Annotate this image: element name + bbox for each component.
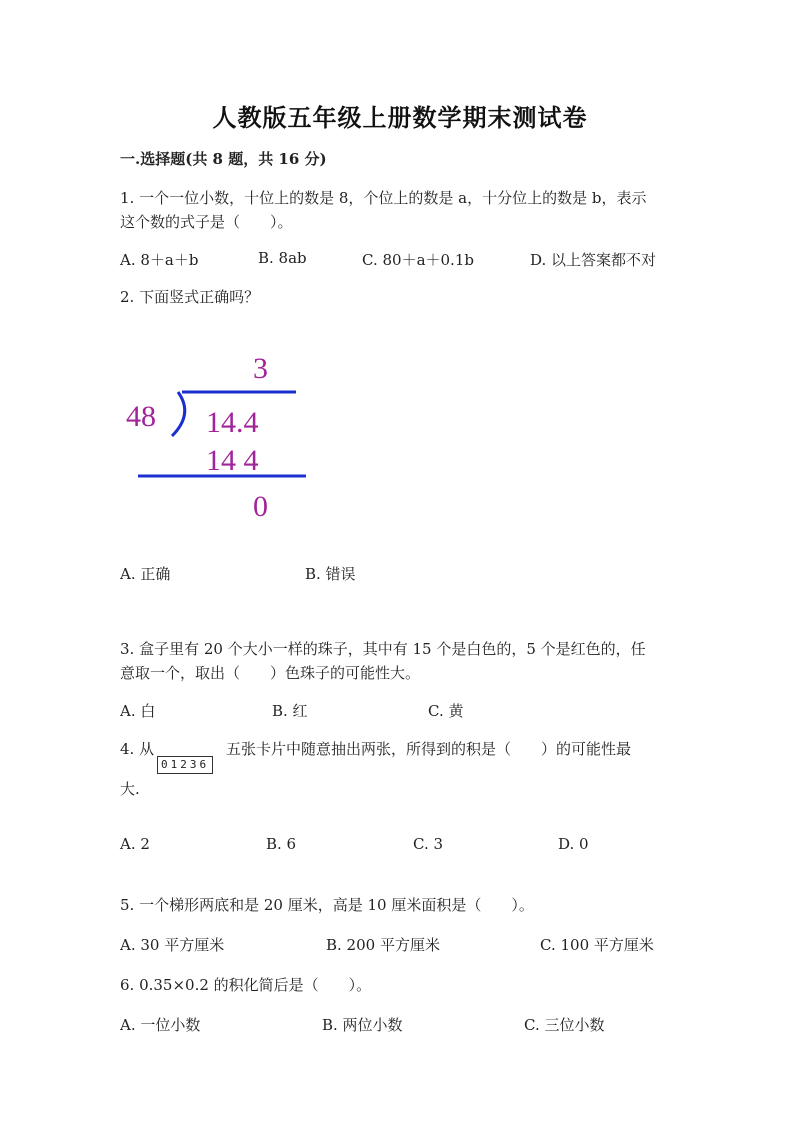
division-bracket <box>172 392 185 436</box>
q5-option-c[interactable]: C. 100 平方厘米 <box>540 936 654 954</box>
q1-option-a[interactable]: A. 8＋a＋b <box>120 251 199 269</box>
question-3 <box>120 637 646 685</box>
number-cards: 01236 <box>157 756 213 774</box>
long-division-figure <box>120 340 320 530</box>
question-3-line1: 3. 盒子里有 20 个大小一样的珠子，其中有 15 个是白色的，5 个是红色的，任 <box>120 640 646 658</box>
question-4-line2: 大. <box>120 780 140 798</box>
section-heading: 一.选择题(共 8 题，共 16 分) <box>120 150 327 168</box>
question-5: 5. 一个梯形两底和是 20 厘米，高是 10 厘米面积是（ ）。 <box>120 896 534 914</box>
question-4-line1: 五张卡片中随意抽出两张，所得到的积是（ ）的可能性最 <box>226 740 632 758</box>
q1-option-c[interactable]: C. 80＋a＋0.1b <box>362 251 474 269</box>
figure-divisor: 48 <box>126 400 156 433</box>
q5-option-a[interactable]: A. 30 平方厘米 <box>120 936 225 954</box>
q2-option-a[interactable]: A. 正确 <box>120 565 171 583</box>
q2-option-b[interactable]: B. 错误 <box>305 565 356 583</box>
q4-option-d[interactable]: D. 0 <box>558 835 589 853</box>
q4-option-c[interactable]: C. 3 <box>413 835 444 853</box>
figure-dividend: 14.4 <box>206 406 259 439</box>
q3-option-b[interactable]: B. 红 <box>272 702 308 720</box>
q6-option-c[interactable]: C. 三位小数 <box>524 1016 605 1034</box>
question-2: 2. 下面竖式正确吗？ <box>120 288 260 306</box>
figure-remainder: 0 <box>253 490 268 523</box>
question-1-line1: 1. 一个一位小数，十位上的数是 8，个位上的数是 a，十分位上的数是 b，表示 <box>120 189 647 207</box>
q6-option-b[interactable]: B. 两位小数 <box>322 1016 403 1034</box>
question-1-line2: 这个数的式子是（ ）。 <box>120 213 293 231</box>
figure-product: 14 4 <box>206 444 259 477</box>
page-title: 人教版五年级上册数学期末测试卷 <box>212 103 588 132</box>
question-1 <box>120 186 646 234</box>
figure-quotient: 3 <box>253 352 268 385</box>
q1-option-b[interactable]: B. 8ab <box>258 249 307 267</box>
q3-option-c[interactable]: C. 黄 <box>428 702 464 720</box>
q4-option-a[interactable]: A. 2 <box>120 835 150 853</box>
q5-option-b[interactable]: B. 200 平方厘米 <box>326 936 440 954</box>
question-6: 6. 0.35×0.2 的积化简后是（ ）。 <box>120 976 372 994</box>
question-3-line2: 意取一个，取出（ ）色珠子的可能性大。 <box>120 664 421 682</box>
q3-option-a[interactable]: A. 白 <box>120 702 156 720</box>
q6-option-a[interactable]: A. 一位小数 <box>120 1016 201 1034</box>
question-4-prefix: 4. 从 <box>120 740 155 758</box>
q4-option-b[interactable]: B. 6 <box>266 835 297 853</box>
q1-option-d[interactable]: D. 以上答案都不对 <box>530 251 657 269</box>
